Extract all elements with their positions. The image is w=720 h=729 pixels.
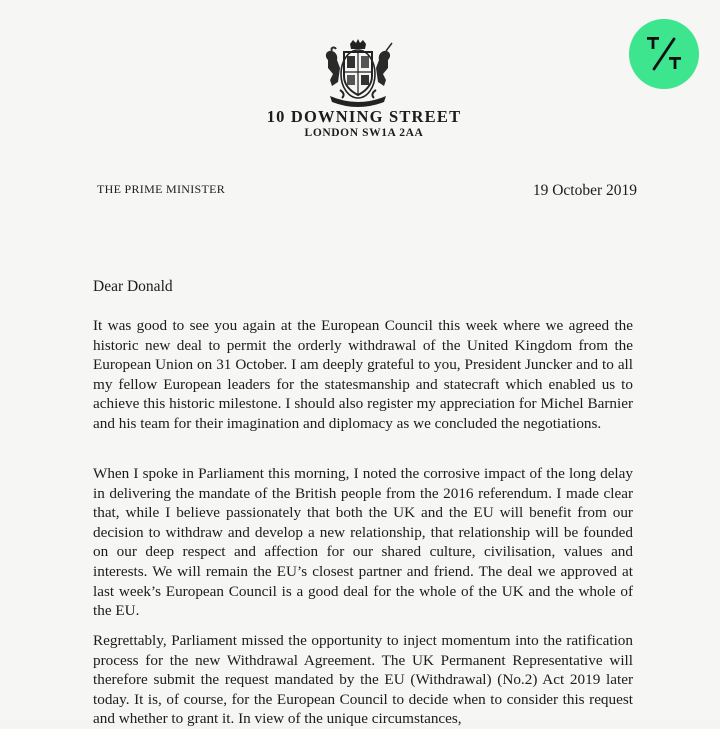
- address-line-1: 10 DOWNING STREET: [266, 107, 462, 126]
- letter-date: 19 October 2019: [532, 182, 637, 199]
- body-paragraph-1: It was good to see you again at the European Council this week where we agreed the historic new deal to permit the orderly withdrawal of the United Kingdom from the European Union on 31 October. I am deeply grateful to you, President Juncker and to all my fellow European leaders for the statesmanship and statecraft which enabled us to achieve this historic milestone. I should also register my appreciation for Michel Barnier and his team for their imagination and diplomacy as we concluded the negotiations.: [93, 317, 633, 432]
- address-line-2: LONDON SW1A 2AA: [304, 127, 424, 139]
- tt-logo-icon: [629, 19, 699, 89]
- sender-title: THE PRIME MINISTER: [97, 182, 226, 196]
- body-paragraph-3: Regrettably, Parliament missed the opportunity to inject momentum into the ratification process for the new Withdrawal Agreement. The UK Permanent Representative will therefore submit the request mandated by the EU (Withdrawal) (No.2) Act 2019 later today. It is, of course, for the European Council to decide when to consider this request and whether to grant it. In view of the unique circumstances,: [93, 632, 633, 728]
- royal-coat-of-arms-icon: [320, 38, 396, 108]
- body-paragraph-2: When I spoke in Parliament this morning, I noted the corrosive impact of the long delay in delivering the mandate of the British people from the 2016 referendum. I made clear that, while I believe passionately that both the UK and the EU will benefit from our decision to withdraw and develop a new relationship, that relationship will be founded on our deep respect and affection for our shared culture, civilisation, values and interests. We will remain the EU’s closest partner and friend. The deal we approved at last week’s European Council is a good deal for the whole of the UK and the whole of the EU.: [93, 465, 633, 620]
- salutation: Dear Donald: [93, 278, 173, 295]
